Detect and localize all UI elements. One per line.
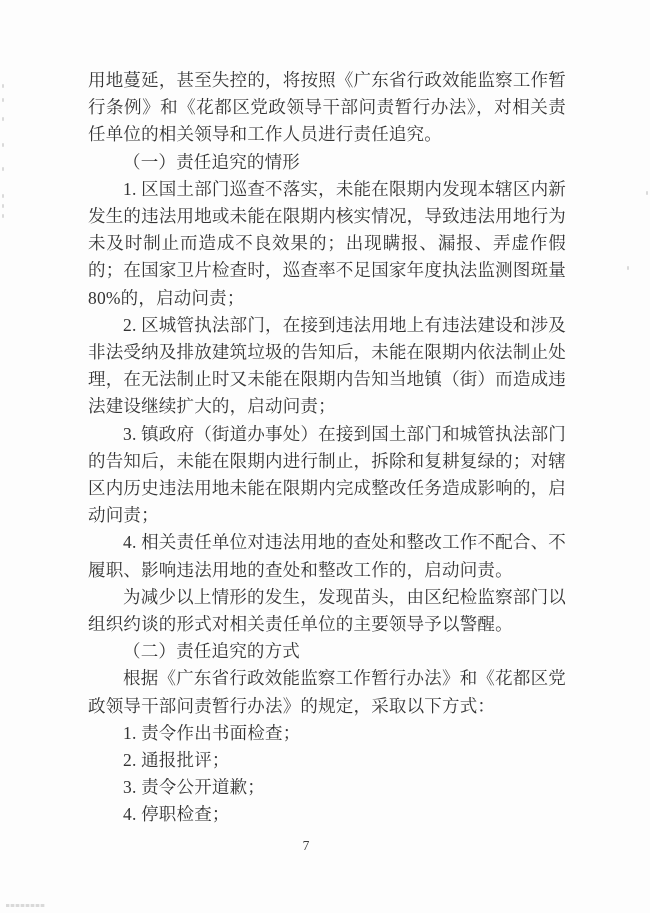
method-item-3: 3. 责令公开道歉； [123, 777, 265, 798]
scan-speck [2, 194, 4, 198]
scan-speck [2, 84, 4, 88]
document-body [88, 67, 566, 829]
paragraph-warning-measure: 为减少以上情形的发生，发现苗头，由区纪检监察部门以组织约谈的形式对相关责任单位的主要领导予以警醒。 [88, 586, 566, 635]
heading-accountability-situations: （一）责任追究的情形 [123, 151, 300, 172]
scan-smudge [6, 904, 45, 907]
scan-speck [2, 143, 4, 147]
list-item-2: 2. 区城管执法部门，在接到违法用地上有违法建设和涉及非法受纳及排放建筑垃圾的告知后，未能在限期内依法制止处理，在无法制止时又未能在限期内告知当地镇（街）而造成违法建设继续扩大的，启动问责； [88, 314, 566, 417]
scan-speck [2, 167, 4, 171]
method-item-1: 1. 责令作出书面检查； [123, 722, 301, 743]
method-item-4: 4. 停职检查； [123, 804, 230, 825]
list-item-1: 1. 区国土部门巡查不落实，未能在限期内发现本辖区内新发生的违法用地或未能在限期内核实情况，导致违法用地行为未及时制止而造成不良效果的；出现瞒报、漏报、弄虚作假的；在国家卫片检查时，巡查率不足国家年度执法监测图斑量 80%的，启动问责； [88, 178, 566, 308]
method-item-2: 2. 通报批评； [123, 750, 230, 771]
scan-speck [627, 266, 629, 270]
list-item-4: 4. 相关责任单位对违法用地的查处和整改工作不配合、不履职、影响违法用地的查处和整改工作的，启动问责。 [88, 532, 566, 580]
heading-accountability-methods: （二）责任追究的方式 [123, 641, 300, 662]
scan-speck [2, 98, 4, 102]
paragraph-continuation: 用地蔓延，甚至失控的，将按照《广东省行政效能监察工作暂行条例》和《花都区党政领导干部问责暂行办法》，对相关责任单位的相关领导和工作人员进行责任追究。 [88, 70, 566, 145]
page-number: 7 [302, 838, 310, 853]
scan-speck [646, 191, 648, 195]
paragraph-methods-intro: 根据《广东省行政效能监察工作暂行办法》和《花都区党政领导干部问责暂行办法》的规定，采取以下方式： [88, 668, 566, 716]
scan-speck [2, 117, 4, 121]
list-item-3: 3. 镇政府（街道办事处）在接到国土部门和城管执法部门的告知后，未能在限期内进行制止，拆除和复耕复绿的；对辖区内历史违法用地未能在限期内完成整改任务造成影响的，启动问责； [88, 423, 566, 526]
scan-speck [2, 214, 4, 218]
scan-speck [2, 204, 4, 208]
